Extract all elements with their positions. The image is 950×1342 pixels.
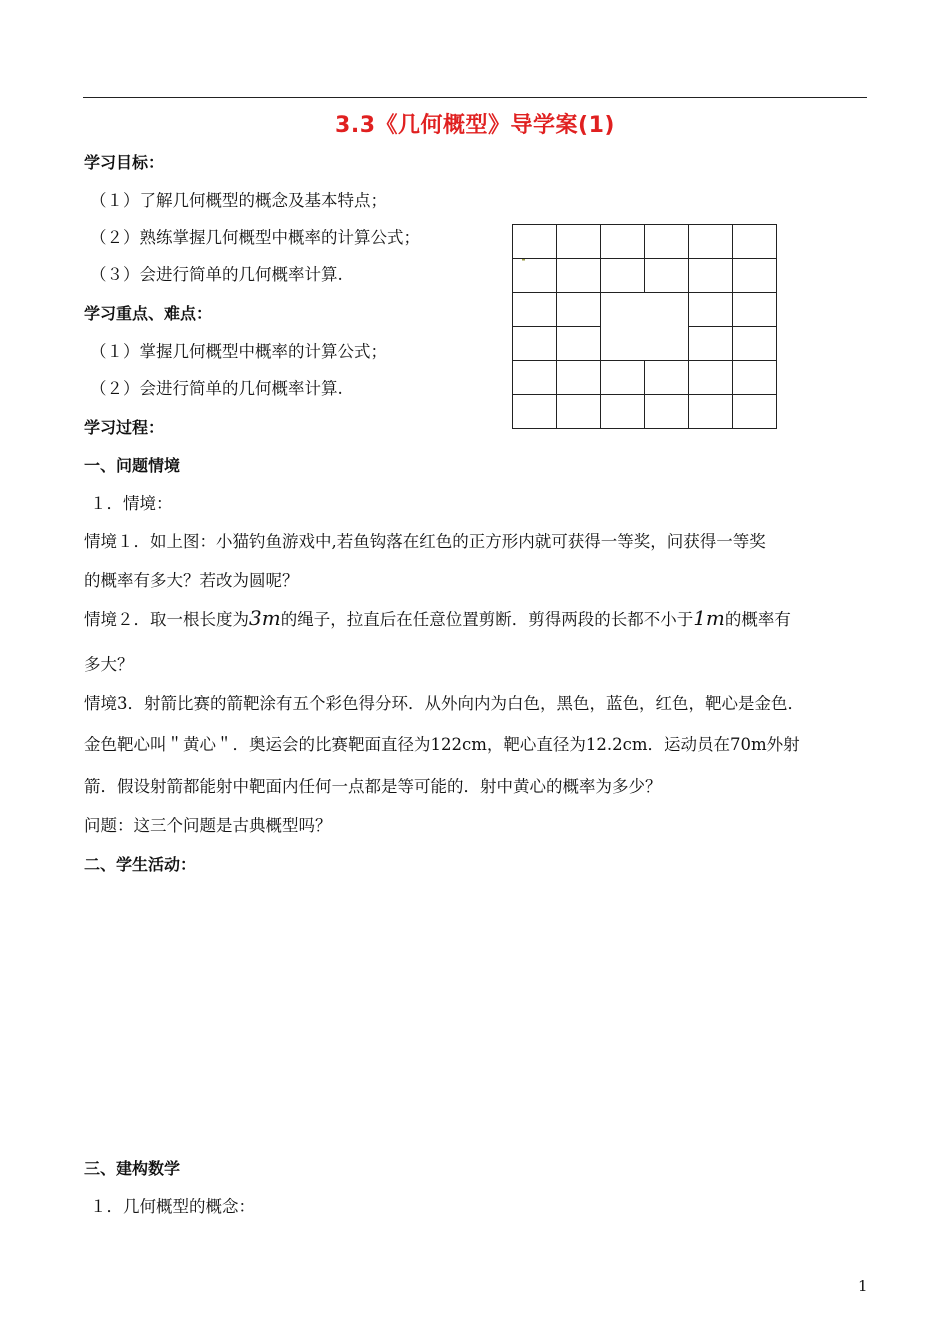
goal-item-3: （３）会进行简单的几何概率计算.	[90, 265, 343, 284]
scenario2-line2: 多大？	[84, 655, 134, 674]
scenario2-line1	[84, 607, 791, 631]
fishing-game-grid	[512, 224, 777, 429]
page-number: 1	[858, 1277, 868, 1295]
scenario1-line1: 情境１．如上图：小猫钓鱼游戏中,若鱼钩落在红色的正方形内就可获得一等奖，问获得一等奖	[84, 532, 766, 551]
scenario2-text-b: 的绳子，拉直后在任意位置剪断．剪得两段的长都不小于	[280, 610, 694, 629]
scenario3-line3: 箭．假设射箭都能射中靶面内任何一点都是等可能的．射中黄心的概率为多少？	[84, 777, 662, 796]
scenario3-line1: 情境3．射箭比赛的箭靶涂有五个彩色得分环．从外向内为白色，黑色，蓝色，红色，靶心是金色．	[84, 694, 804, 713]
goal-item-2: （２）熟练掌握几何概型中概率的计算公式；	[90, 228, 420, 247]
goal-item-1: （１）了解几何概型的概念及基本特点；	[90, 191, 387, 210]
process-heading: 学习过程：	[84, 418, 165, 437]
section3-item1: １．几何概型的概念：	[90, 1197, 255, 1216]
question-line: 问题：这三个问题是古典概型吗？	[84, 816, 332, 835]
scenario2-text-c: 的概率有	[724, 610, 791, 629]
page-title: 3.3《几何概型》导学案(1)	[335, 113, 615, 138]
goals-heading: 学习目标：	[84, 153, 165, 172]
section3-heading: 三、建构数学	[84, 1159, 181, 1178]
focus-heading: 学习重点、难点：	[84, 304, 213, 323]
section1-sub: １．情境：	[90, 494, 173, 513]
scenario1-line2: 的概率有多大？若改为圆呢？	[84, 571, 299, 590]
section1-heading: 一、问题情境	[84, 456, 181, 475]
focus-item-2: （２）会进行简单的几何概率计算.	[90, 379, 343, 398]
header-rule	[83, 97, 867, 98]
scenario3-line2: 金色靶心叫＂黄心＂．奥运会的比赛靶面直径为122cm，靶心直径为12.2cm．运动员在70m外射	[84, 735, 800, 754]
length-3m: 3m	[249, 606, 281, 630]
scenario2-text-a: 情境２．取一根长度为	[84, 610, 249, 629]
section2-heading: 二、学生活动：	[84, 855, 197, 874]
length-1m: 1m	[693, 606, 725, 630]
focus-item-1: （１）掌握几何概型中概率的计算公式；	[90, 342, 387, 361]
